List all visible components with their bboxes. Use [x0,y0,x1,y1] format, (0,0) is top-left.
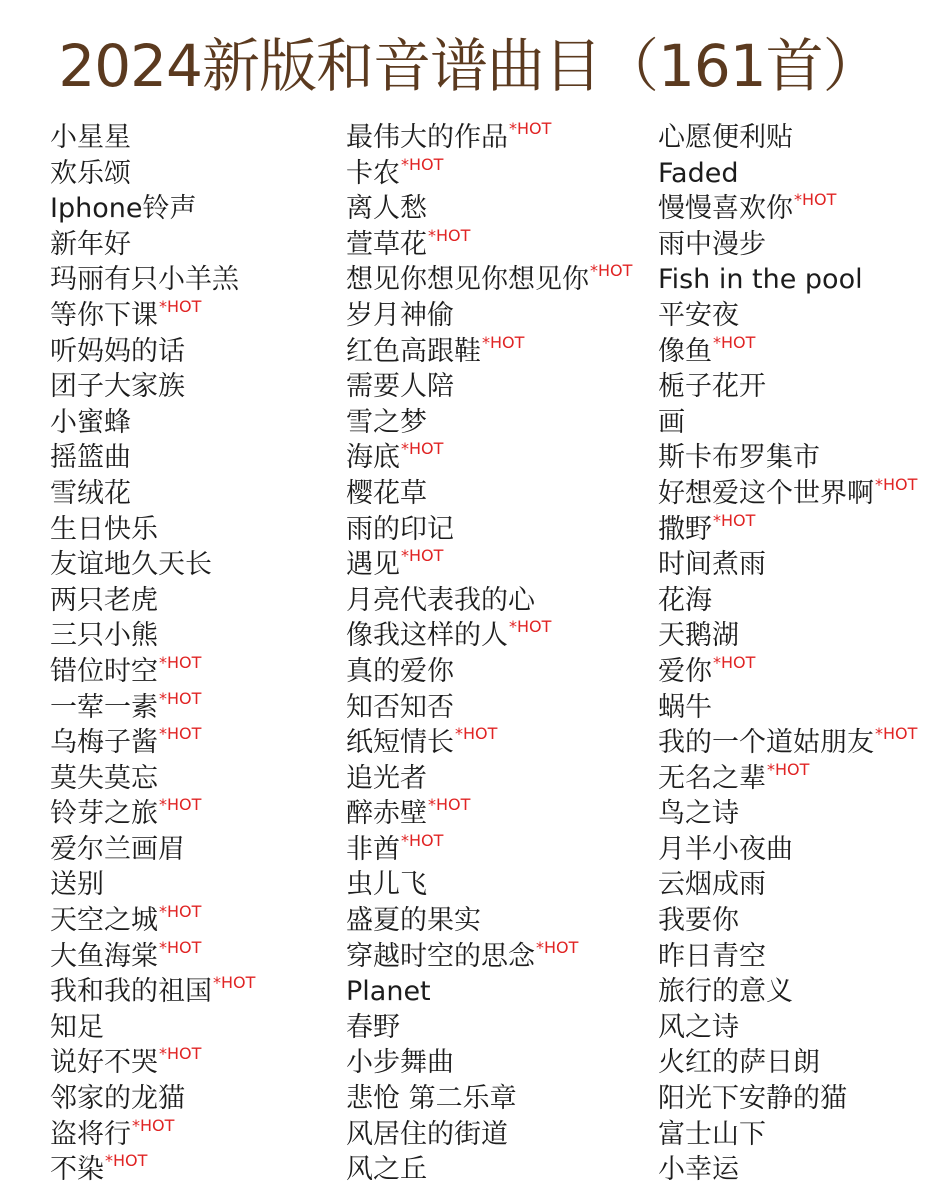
song-name: 团子大家族 [50,371,185,403]
song-name: 新年好 [50,228,131,260]
song-item [658,191,917,227]
song-item [50,618,255,654]
song-item [346,618,632,654]
song-name: 卡农 [346,157,400,189]
song-item [50,1117,255,1153]
hot-badge: *HOT [509,119,552,138]
song-name: 撒野 [658,513,712,545]
hot-badge: *HOT [713,332,756,352]
song-item [658,796,917,832]
song-item [658,1010,917,1046]
song-item [658,405,917,441]
song-item [346,796,632,832]
hot-badge: *HOT [401,439,444,459]
song-item [50,725,255,761]
song-item [346,369,632,405]
song-item [50,903,255,939]
song-name: 花海 [658,584,712,616]
song-item [346,262,632,298]
hot-badge: *HOT [401,154,444,174]
song-name: 醉赤壁 [346,798,427,830]
song-name: 富士山下 [658,1118,766,1150]
hot-badge: *HOT [159,724,202,744]
song-name: 穿越时空的思念 [346,940,535,972]
song-name: 月半小夜曲 [658,833,793,865]
song-item [346,156,632,192]
song-column-3 [658,120,917,1188]
song-item [658,120,917,156]
hot-badge: *HOT [105,1151,148,1171]
song-name: 风之丘 [346,1154,427,1186]
song-name: 两只老虎 [50,584,158,616]
song-name: 想见你想见你想见你 [346,264,589,296]
hot-badge: *HOT [536,937,579,957]
song-name: 玛丽有只小羊羔 [50,264,239,296]
song-item [50,690,255,726]
hot-badge: *HOT [590,261,633,281]
song-item [658,369,917,405]
song-name: 一荤一素 [50,691,158,723]
hot-badge: *HOT [428,225,471,245]
song-item [346,334,632,370]
hot-badge: *HOT [509,617,552,637]
song-item [658,867,917,903]
song-item [50,440,255,476]
song-name: 阳光下安静的猫 [658,1083,847,1115]
song-name: 我要你 [658,905,739,937]
hot-badge: *HOT [159,652,202,672]
hot-badge: *HOT [428,795,471,815]
song-name: 纸短情长 [346,727,454,759]
song-item [346,476,632,512]
song-name: 小步舞曲 [346,1047,454,1079]
song-item [658,512,917,548]
song-item [346,1045,632,1081]
song-item [346,1010,632,1046]
song-name: 岁月神偷 [346,299,454,331]
song-name: 像鱼 [658,335,712,367]
song-name: 我和我的祖国 [50,976,212,1008]
song-item [346,690,632,726]
song-item [346,405,632,441]
song-item [346,1081,632,1117]
song-name: 遇见 [346,549,400,581]
song-name: 乌梅子酱 [50,727,158,759]
song-item [50,156,255,192]
song-item [50,832,255,868]
song-name: Iphone铃声 [50,193,197,225]
song-name: 云烟成雨 [658,869,766,901]
song-item [658,298,917,334]
song-item [346,1117,632,1153]
song-item [50,1010,255,1046]
hot-badge: *HOT [159,795,202,815]
song-item [50,369,255,405]
song-item [50,1152,255,1188]
song-item [346,1152,632,1188]
song-item [658,1152,917,1188]
song-item [658,156,917,192]
song-name: 真的爱你 [346,655,454,687]
song-name: 风之诗 [658,1011,739,1043]
song-item [50,583,255,619]
song-name: 离人愁 [346,193,427,225]
song-name: 知足 [50,1011,104,1043]
song-item [346,725,632,761]
song-item [658,761,917,797]
song-name: 樱花草 [346,477,427,509]
song-name: 无名之辈 [658,762,766,794]
song-name: 雪绒花 [50,477,131,509]
song-item [346,903,632,939]
song-item [346,120,632,156]
song-name: 摇篮曲 [50,442,131,474]
song-name: 爱你 [658,655,712,687]
song-item [346,761,632,797]
song-item [50,334,255,370]
song-name: 时间煮雨 [658,549,766,581]
song-name: 追光者 [346,762,427,794]
song-name: 我的一个道姑朋友 [658,727,874,759]
hot-badge: *HOT [794,190,837,210]
song-name: 听妈妈的话 [50,335,185,367]
song-name: 送别 [50,869,104,901]
song-item [346,547,632,583]
song-name: 风居住的街道 [346,1118,508,1150]
song-name: 小蜜蜂 [50,406,131,438]
song-item [50,1045,255,1081]
song-name: 莫失莫忘 [50,762,158,794]
song-item [658,690,917,726]
hot-badge: *HOT [767,759,810,779]
song-item [658,903,917,939]
song-item [346,440,632,476]
song-item [50,120,255,156]
song-name: 栀子花开 [658,371,766,403]
song-name: 大鱼海棠 [50,940,158,972]
song-name: 平安夜 [658,299,739,331]
song-item [50,867,255,903]
song-name: 生日快乐 [50,513,158,545]
page-title: 2024新版和音谱曲目（161首） [58,32,880,100]
song-item [658,1045,917,1081]
song-item [50,262,255,298]
song-name: 雨中漫步 [658,228,766,260]
song-name: 说好不哭 [50,1047,158,1079]
hot-badge: *HOT [713,510,756,530]
song-item [50,227,255,263]
song-item [658,440,917,476]
song-column-2 [346,120,632,1188]
song-name: 邻家的龙猫 [50,1083,185,1115]
song-item [50,974,255,1010]
song-item [658,832,917,868]
song-name: 昨日青空 [658,940,766,972]
song-name: 天鹅湖 [658,620,739,652]
song-name: 等你下课 [50,299,158,331]
song-name: 像我这样的人 [346,620,508,652]
song-item [346,654,632,690]
song-item [658,476,917,512]
song-item [50,476,255,512]
song-item [658,725,917,761]
song-name: 不染 [50,1154,104,1186]
song-item [658,618,917,654]
song-name: 最伟大的作品 [346,122,508,153]
hot-badge: *HOT [875,724,918,744]
song-name: 铃芽之旅 [50,798,158,830]
song-name: 火红的萨日朗 [658,1047,820,1079]
song-name: 斯卡布罗集市 [658,442,820,474]
song-item [658,547,917,583]
song-item [50,298,255,334]
hot-badge: *HOT [875,474,918,494]
hot-badge: *HOT [401,546,444,566]
song-name: 需要人陪 [346,371,454,403]
song-item [658,583,917,619]
song-name: 慢慢喜欢你 [658,193,793,225]
song-item [658,227,917,263]
song-item [658,1081,917,1117]
hot-badge: *HOT [159,296,202,316]
song-item [346,832,632,868]
song-name: 悲怆 第二乐章 [346,1083,517,1115]
song-item [658,1117,917,1153]
song-name: 心愿便利贴 [658,122,793,153]
song-name: 蜗牛 [658,691,712,723]
song-name: 好想爱这个世界啊 [658,477,874,509]
hot-badge: *HOT [159,688,202,708]
song-item [346,583,632,619]
song-name: Planet [346,976,431,1008]
song-item [346,939,632,975]
song-item [50,1081,255,1117]
song-name: 错位时空 [50,655,158,687]
hot-badge: *HOT [159,1044,202,1064]
song-name: 雨的印记 [346,513,454,545]
song-item [346,191,632,227]
hot-badge: *HOT [159,902,202,922]
song-name: 雪之梦 [346,406,427,438]
song-name: 天空之城 [50,905,158,937]
song-item [50,796,255,832]
song-name: 春野 [346,1011,400,1043]
hot-badge: *HOT [213,973,256,993]
song-name: 知否知否 [346,691,454,723]
song-name: 鸟之诗 [658,798,739,830]
hot-badge: *HOT [455,724,498,744]
song-name: 盗将行 [50,1118,131,1150]
song-item [346,974,632,1010]
hot-badge: *HOT [132,1115,175,1135]
hot-badge: *HOT [713,652,756,672]
song-item [658,654,917,690]
song-name: 友谊地久天长 [50,549,212,581]
song-item [346,867,632,903]
song-item [346,227,632,263]
song-item [658,939,917,975]
song-item [50,939,255,975]
song-name: 三只小熊 [50,620,158,652]
song-name: 画 [658,406,685,438]
song-name: Fish in the pool [658,264,863,296]
song-name: Faded [658,157,739,189]
song-item [50,512,255,548]
song-item [658,262,917,298]
song-item [50,654,255,690]
song-name: 爱尔兰画眉 [50,833,185,865]
song-name: 小幸运 [658,1154,739,1186]
song-item [50,547,255,583]
song-name: 小星星 [50,122,131,153]
hot-badge: *HOT [482,332,525,352]
song-name: 旅行的意义 [658,976,793,1008]
hot-badge: *HOT [401,830,444,850]
song-name: 红色高跟鞋 [346,335,481,367]
song-name: 月亮代表我的心 [346,584,535,616]
song-item [50,191,255,227]
song-item [50,761,255,797]
song-item [658,974,917,1010]
song-item [50,405,255,441]
song-name: 虫儿飞 [346,869,427,901]
song-name: 非酋 [346,833,400,865]
song-item [658,334,917,370]
song-column-1 [50,120,255,1188]
song-name: 欢乐颂 [50,157,131,189]
song-name: 萱草花 [346,228,427,260]
song-name: 海底 [346,442,400,474]
song-name: 盛夏的果实 [346,905,481,937]
song-item [346,298,632,334]
song-item [346,512,632,548]
hot-badge: *HOT [159,937,202,957]
